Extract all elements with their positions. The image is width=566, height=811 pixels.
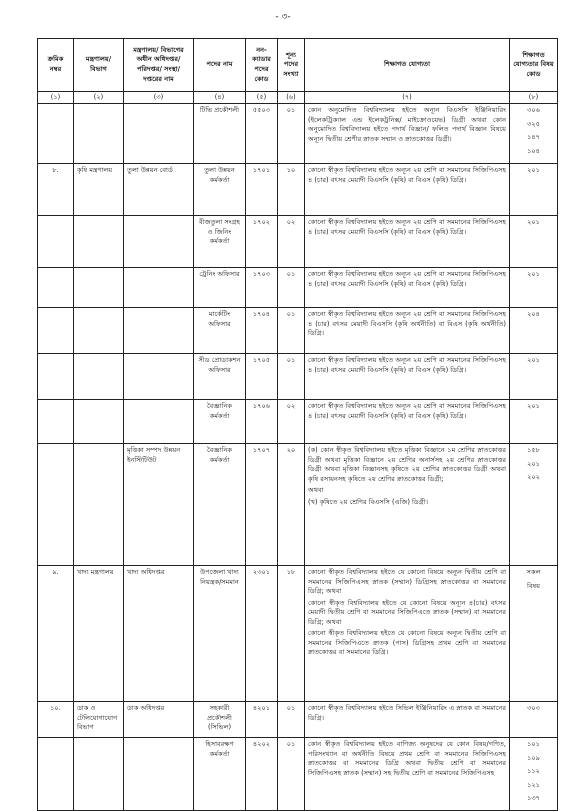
header-ministry: মন্ত্রণালয়/ বিভাগ (74, 39, 124, 92)
office-cell (124, 400, 194, 444)
vacancy-cell: ০২ (278, 400, 305, 444)
vacancy-cell: ০১ (278, 702, 305, 738)
table-row (38, 104, 558, 164)
code-cell: ১৭০৫ (246, 354, 278, 400)
post-cell: ট্রেনিং অফিসার (194, 268, 246, 308)
vacancy-cell: ১৮ (278, 566, 305, 702)
vacancy-table (37, 38, 558, 811)
office-cell (124, 308, 194, 354)
header-vacancy: শূন্য পদের সংখ্যা (278, 39, 305, 92)
column-number: (৬) (278, 92, 305, 104)
qualification-text: কোনো স্বীকৃত বিশ্ববিদ্যালয় হইতে সিভিল ইঞ্জিনিয়ারিং এ স্নাতক বা সমমানের ডিগ্রি। (308, 704, 506, 722)
code-cell: ১৭০৬ (246, 400, 278, 444)
subject-code: ১১২ (527, 767, 540, 776)
subject-code-cell (510, 354, 558, 400)
column-number: (৩) (124, 92, 194, 104)
subject-code: ২০১ (527, 459, 540, 468)
column-number: (৮) (510, 92, 558, 104)
qualification-text: কোনো স্বীকৃত বিশ্ববিদ্যালয় হইতে যে কোনো বিষয়ে অন্যূন দ্বিতীয় শ্রেণি বা সমমানের সিজিপিএসহ স্নাতক (সম্মান) ডিগ্রিসহ স্নাতকোত্তর বা সমমানের ডিগ্রি; অথবা (308, 568, 506, 596)
table-row (38, 354, 558, 400)
qualification-cell (305, 164, 510, 216)
qualification-cell (305, 444, 510, 566)
post-cell: হিসাবরক্ষণ কর্মকর্তা (194, 738, 246, 811)
ministry-cell: ডাক ও টেলিযোগাযোগ বিভাগ (74, 702, 124, 738)
subject-code-cell (510, 444, 558, 566)
ministry-cell (74, 268, 124, 308)
subject-code: ২০৪ (527, 310, 540, 318)
column-number-row (38, 92, 558, 104)
code-cell: ১৭০৩ (246, 268, 278, 308)
ministry-cell: কৃষি মন্ত্রণালয় (74, 164, 124, 216)
qualification-text: কোনো স্বীকৃত বিশ্ববিদ্যালয় হইতে অন্যূন ২য় শ্রেণি বা সমমানের সিজিপিএসহ ৪ (চার) বৎসর মেয়াদী বিএসসি (কৃষি) বা বিএস (কৃষি) ডিগ্রি। (308, 402, 506, 420)
qualification-text: কোনো স্বীকৃত বিশ্ববিদ্যালয় হইতে অন্যূন ২য় শ্রেণি বা সমমানের সিজিপিএসহ ৪ (চার) বৎসর মেয়াদী বিএসসি (কৃষি) বা বিএস (কৃষি) ডিগ্রি। (308, 270, 506, 288)
serial-cell (38, 308, 74, 354)
table-row (38, 308, 558, 354)
column-number: (৪) (194, 92, 246, 104)
vacancy-cell: ০১ (278, 354, 305, 400)
code-cell: ১৭০২ (246, 216, 278, 268)
column-number: (২) (74, 92, 124, 104)
post-cell: মার্কেটিং অফিসার (194, 308, 246, 354)
subject-code-cell (510, 164, 558, 216)
header-subject-code: শিক্ষাগত যোগ্যতার বিষয় কোড (510, 39, 558, 92)
code-cell: ১৭০৪ (246, 308, 278, 354)
qualification-text: কোন অনুমোদিত বিশ্ববিদ্যালয় হইতে অন্যূন বিএসসি ইঞ্জিনিয়ারিং (ইলেকট্রিক্যাল এন্ড ইলেকট্রনিক্স/ মাইক্রোওয়েভ) ডিগ্রী অথবা কোন অনুমোদিত বিশ্ববিদ্যালয় হইতে পদার্থ বিজ্ঞান/ ফলিত পদার্থ বিজ্ঞান বিষয়ে অন্যূন দ্বিতীয় শ্রেণীর স্নাতক সম্মান ও স্নাতকোত্তর ডিগ্রী। (308, 106, 506, 143)
subject-code: ২০১ (527, 402, 540, 410)
qualification-cell (305, 566, 510, 702)
code-cell: ১৭০১ (246, 164, 278, 216)
office-cell: তুলা উন্নয়ন বোর্ড (124, 164, 194, 216)
qualification-text: কোনো স্বীকৃত বিশ্ববিদ্যালয় হইতে যে কোনো বিষয়ে অন্যূন দ্বিতীয় শ্রেণি বা সমমানের সিজিপিএতে স্নাতক (পাস) ডিগ্রিসহ প্রথম শ্রেণি বা সমমানের স্নাতকোত্তর বা সমমানের ডিগ্রি। (308, 629, 506, 657)
subject-code-cell (510, 268, 558, 308)
ministry-cell (74, 308, 124, 354)
code-cell: ২৩০১ (246, 566, 278, 702)
table-row (38, 444, 558, 566)
subject-code-cell (510, 308, 558, 354)
post-cell: বৈজ্ঞানিক কর্মকর্তা (194, 444, 246, 566)
post-cell: সীড প্রোডাকশন অফিসার (194, 354, 246, 400)
subject-code-cell (510, 400, 558, 444)
office-cell: খাদ্য অধিদপ্তর (124, 566, 194, 702)
post-cell: বীজতুলা সংগ্রহ ও জিনিং কর্মকর্তা (194, 216, 246, 268)
code-cell: ৪২০১ (246, 702, 278, 738)
header-post: পদের নাম (194, 39, 246, 92)
serial-cell (38, 268, 74, 308)
office-cell (124, 216, 194, 268)
office-cell (124, 354, 194, 400)
table-body (38, 104, 558, 811)
vacancy-cell: ০১ (278, 308, 305, 354)
subject-code: বিষয় (526, 581, 541, 590)
subject-code: ৩০৬ (527, 106, 540, 114)
subject-code: ১৫৮ (527, 446, 540, 454)
office-cell (124, 738, 194, 811)
qualification-cell (305, 308, 510, 354)
code-cell: ১৭০৭ (246, 444, 278, 566)
table-row (38, 164, 558, 216)
qualification-cell (305, 268, 510, 308)
subject-code: ১০৪ (527, 146, 540, 155)
header-serial: ক্রমিক নম্বর (38, 39, 74, 92)
subject-code: ১০১ (527, 740, 540, 748)
vacancy-cell: ০১ (278, 738, 305, 811)
subject-code-cell (510, 702, 558, 738)
header-office: মন্ত্রণালয়/ বিভাগের অধীন অধিদপ্তর/ পরিদপ্তর/ সংস্থা/ দপ্তরের নাম (124, 39, 194, 92)
qualification-text: কোন স্বীকৃত বিশ্ববিদ্যালয় হইতে বাণিজ্য অনুষদের যে কোন বিষয়/গণিত, পরিসংখ্যান বা অর্থনীতি বিষয়ে প্রথম শ্রেণি বা সমমানের সিজিপিএসহ স্নাতকোত্তর বা সমমানের ডিগ্রি অথবা দ্বিতীয় শ্রেণি বা সমমানের সিজিপিএসহ স্নাতক (সম্মান) সহ দ্বিতীয় শ্রেণি বা সমমানের সিজিপিএসহ (308, 740, 506, 777)
table-row (38, 268, 558, 308)
qualification-text: (খ) কৃষিতে ২য় শ্রেণির বিএসসি (এজি) ডিগ্রী। (308, 497, 428, 506)
subject-code: ১৩৭ (527, 794, 540, 803)
subject-code: ২০১ (527, 218, 540, 226)
header-code: নন-ক্যাডার পদের কোড (246, 39, 278, 92)
ministry-cell (74, 400, 124, 444)
serial-cell: ১০. (38, 702, 74, 738)
qualification-text: অথবা (308, 486, 324, 495)
subject-code: সকল (526, 568, 541, 576)
vacancy-cell: ১০ (278, 164, 305, 216)
serial-cell (38, 354, 74, 400)
subject-code: ৩০৩ (527, 704, 540, 712)
serial-cell: ৮. (38, 164, 74, 216)
qualification-text: কোনো স্বীকৃত বিশ্ববিদ্যালয় হইতে অন্যূন ২য় শ্রেণি বা সমমানের সিজিপিএসহ ৪ (চার) বৎসর মেয়াদী বিএসসি (কৃষি) বা বিএস (কৃষি) ডিগ্রি। (308, 218, 506, 236)
subject-code: ১০৯ (527, 753, 540, 762)
subject-code-cell (510, 566, 558, 702)
page-number: - ৩- (275, 12, 291, 22)
office-cell: ডাক অধিদপ্তর (124, 702, 194, 738)
subject-code: ২০১ (527, 270, 540, 278)
qualification-text: কোনো স্বীকৃত বিশ্ববিদ্যালয় হইতে অন্যূন ২য় শ্রেণি বা সমমানের সিজিপিএসহ ৪ (চার) বৎসর মেয়াদী বিএসসি (কৃষি অর্থনীতি) বা বিএস (কৃষি অর্থনীতি) ডিগ্রি। (308, 310, 506, 338)
office-cell (124, 104, 194, 164)
qualification-text: কোনো স্বীকৃত বিশ্ববিদ্যালয় হইতে অন্যূন ২য় শ্রেণি বা সমমানের সিজিপিএসহ ৪ (চার) বৎসর মেয়াদী বিএসসি (কৃষি) বা বিএস (কৃষি) ডিগ্রি। (308, 356, 506, 374)
post-cell: বৈজ্ঞানিক কর্মকর্তা (194, 400, 246, 444)
serial-cell (38, 104, 74, 164)
qualification-cell (305, 104, 510, 164)
qualification-cell (305, 400, 510, 444)
vacancy-cell: ২০ (278, 444, 305, 566)
serial-cell (38, 444, 74, 566)
office-cell: মৃত্তিকা সম্পদ উন্নয়ন ইনস্টিটিউট (124, 444, 194, 566)
vacancy-cell: ০১ (278, 268, 305, 308)
vacancy-cell: ০২ (278, 216, 305, 268)
serial-cell (38, 216, 74, 268)
qualification-cell (305, 354, 510, 400)
qualification-cell (305, 702, 510, 738)
subject-code: ২০১ (527, 356, 540, 364)
ministry-cell (74, 216, 124, 268)
code-cell: ৫৫০৩ (246, 104, 278, 164)
office-cell (124, 268, 194, 308)
subject-code-cell (510, 104, 558, 164)
subject-code: ১৪৭ (527, 133, 540, 142)
table-row (38, 738, 558, 811)
serial-cell: ৯. (38, 566, 74, 702)
table-row (38, 566, 558, 702)
vacancy-cell: ০১ (278, 104, 305, 164)
qualification-cell (305, 216, 510, 268)
subject-code: ২০১ (527, 166, 540, 174)
ministry-cell (74, 104, 124, 164)
code-cell: ৪২০২ (246, 738, 278, 811)
post-cell: সহকারী প্রকৌশলী (সিভিল) (194, 702, 246, 738)
serial-cell (38, 738, 74, 811)
qualification-text: কোনো স্বীকৃত বিশ্ববিদ্যালয় হইতে অন্যূন ২য় শ্রেণি বা সমমানের সিজিপিএসহ ৪ (চার) বৎসর মেয়াদী বিএসসি (কৃষি) বা বিএস (কৃষি) ডিগ্রি। (308, 166, 506, 184)
post-cell: তুলা উন্নয়ন কর্মকর্তা (194, 164, 246, 216)
subject-code: ১২১ (527, 780, 540, 789)
column-number: (৭) (305, 92, 510, 104)
ministry-cell: খাদ্য মন্ত্রণালয় (74, 566, 124, 702)
serial-cell (38, 400, 74, 444)
column-number: (৫) (246, 92, 278, 104)
subject-code-cell (510, 738, 558, 811)
ministry-cell (74, 354, 124, 400)
ministry-cell (74, 738, 124, 811)
table-row (38, 400, 558, 444)
table-header-row (38, 39, 558, 92)
post-cell: উপজেলা খাদ্য নিয়ন্ত্রক/সমমান (194, 566, 246, 702)
subject-code: ৩২৫ (527, 119, 540, 128)
column-number: (১) (38, 92, 74, 104)
subject-code: ২০২ (527, 473, 540, 482)
ministry-cell (74, 444, 124, 566)
table-row (38, 216, 558, 268)
subject-code-cell (510, 216, 558, 268)
header-qualification: শিক্ষাগত যোগ্যতা (305, 39, 510, 92)
table-row (38, 702, 558, 738)
qualification-cell (305, 738, 510, 811)
qualification-text: কোনো স্বীকৃত বিশ্ববিদ্যালয় হইতে যে কোনো বিষয়ে অন্যূন ৪(চার) বৎসর মেয়াদী দ্বিতীয় শ্রেণি বা সমমানের সিজিপিএতে স্নাতক (সম্মান) বা সমমানের ডিগ্রি; অথবা (308, 598, 506, 626)
qualification-text: (ক) কোন স্বীকৃত বিশ্ববিদ্যালয় হইতে মৃত্তিকা বিজ্ঞানে ১ম শ্রেণির স্নাতকোত্তর ডিগ্রী অথবা মৃত্তিকা বিজ্ঞানে ২য় শ্রেণির অনার্সসহ ২য় শ্রেণির স্নাতকোত্তর ডিগ্রী অথবা মৃত্তিকা বিজ্ঞানসহ কৃষিতে ২য় শ্রেণির স্নাতকোত্তর ডিগ্রী অথবা কৃষি রসায়নসহ কৃষিতে ২য় শ্রেণির স্নাতকোত্তর ডিগ্রী; (308, 446, 506, 483)
post-cell: টিভি প্রকৌশলী (194, 104, 246, 164)
